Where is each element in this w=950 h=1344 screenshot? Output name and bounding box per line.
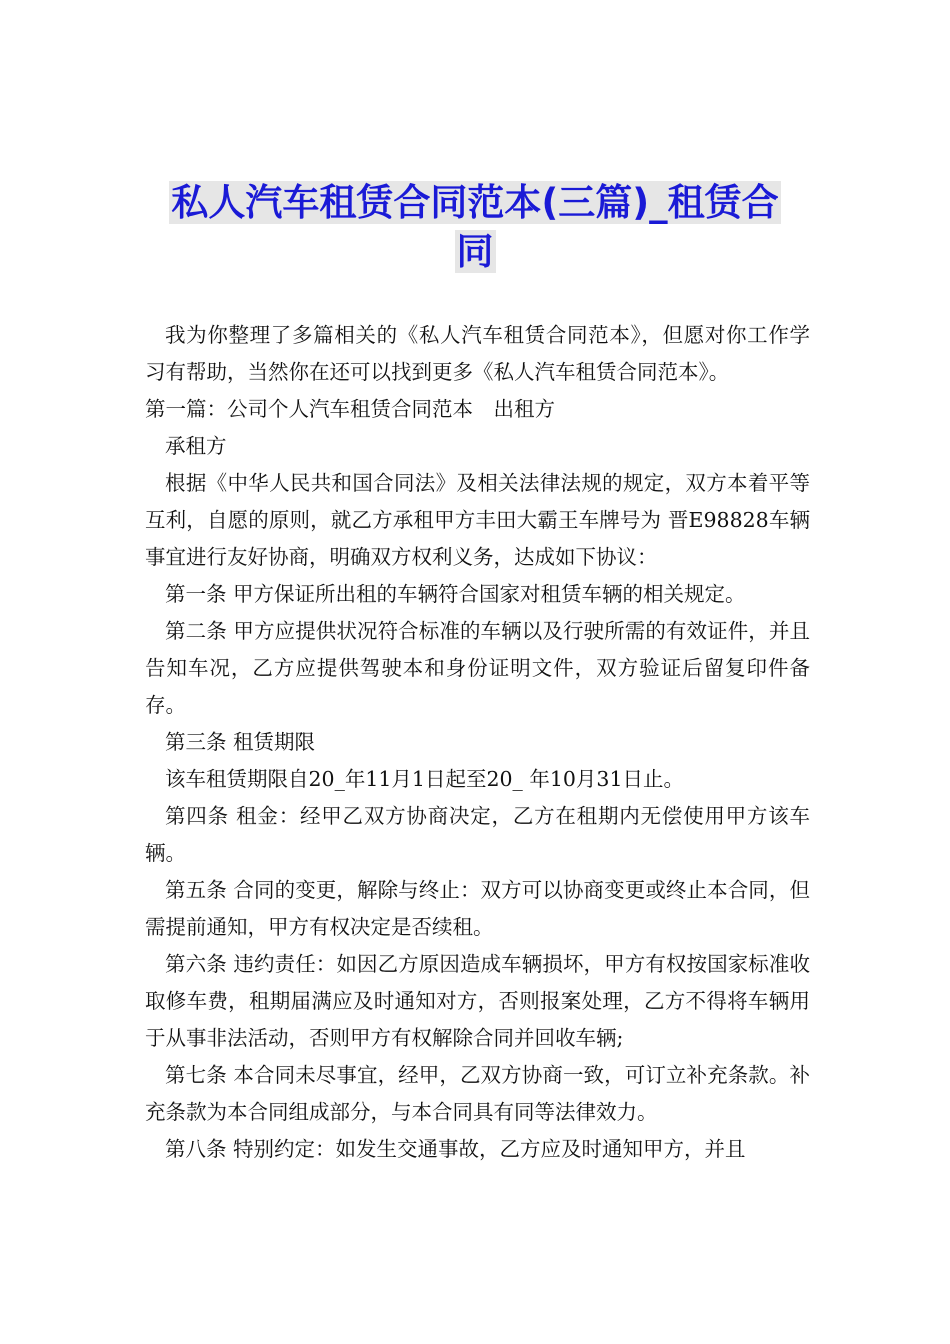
paragraph-article-6: 第六条 违约责任：如因乙方原因造成车辆损坏，甲方有权按国家标准收取修车费，租期届满应及时通知对方，否则报案处理，乙方不得将车辆用于从事非法活动，否则甲方有权解除合同并回收车辆; — [145, 952, 810, 1050]
document-body — [145, 317, 810, 1168]
document-title — [140, 178, 810, 276]
paragraph-article-4: 第四条 租金：经甲乙双方协商决定，乙方在租期内无偿使用甲方该车辆。 — [145, 804, 810, 865]
paragraph-lessee: 承租方 — [165, 434, 227, 458]
paragraph-lease-term: 该车租赁期限自20_年11月1日起至20_ 年10月31日止。 — [165, 767, 684, 791]
paragraph-preamble: 根据《中华人民共和国合同法》及相关法律法规的规定，双方本着平等互利，自愿的原则，就乙方承租甲方丰田大霸王车牌号为 晋E98828车辆事宜进行友好协商，明确双方权利义务，达成如下协议： — [145, 471, 810, 569]
paragraph-article-3: 第三条 租赁期限 — [165, 730, 316, 754]
paragraph-article-8: 第八条 特别约定：如发生交通事故，乙方应及时通知甲方，并且 — [165, 1137, 746, 1161]
document-title-line1: 私人汽车租赁合同范本(三篇)_租赁合 — [171, 181, 779, 224]
document-title-line2: 同 — [456, 230, 494, 273]
paragraph-article-1: 第一条 甲方保证所出租的车辆符合国家对租赁车辆的相关规定。 — [165, 582, 746, 606]
paragraph-article-2: 第二条 甲方应提供状况符合标准的车辆以及行驶所需的有效证件，并且告知车况，乙方应提供驾驶本和身份证明文件，双方验证后留复印件备存。 — [145, 619, 810, 717]
paragraph-intro: 我为你整理了多篇相关的《私人汽车租赁合同范本》，但愿对你工作学习有帮助，当然你在还可以找到更多《私人汽车租赁合同范本》。 — [145, 323, 810, 384]
paragraph-article-5: 第五条 合同的变更，解除与终止：双方可以协商变更或终止本合同，但需提前通知，甲方有权决定是否续租。 — [145, 878, 810, 939]
paragraph-section-heading: 第一篇：公司个人汽车租赁合同范本 出租方 — [145, 397, 555, 421]
paragraph-article-7: 第七条 本合同未尽事宜，经甲，乙双方协商一致，可订立补充条款。补充条款为本合同组成部分，与本合同具有同等法律效力。 — [145, 1063, 810, 1124]
